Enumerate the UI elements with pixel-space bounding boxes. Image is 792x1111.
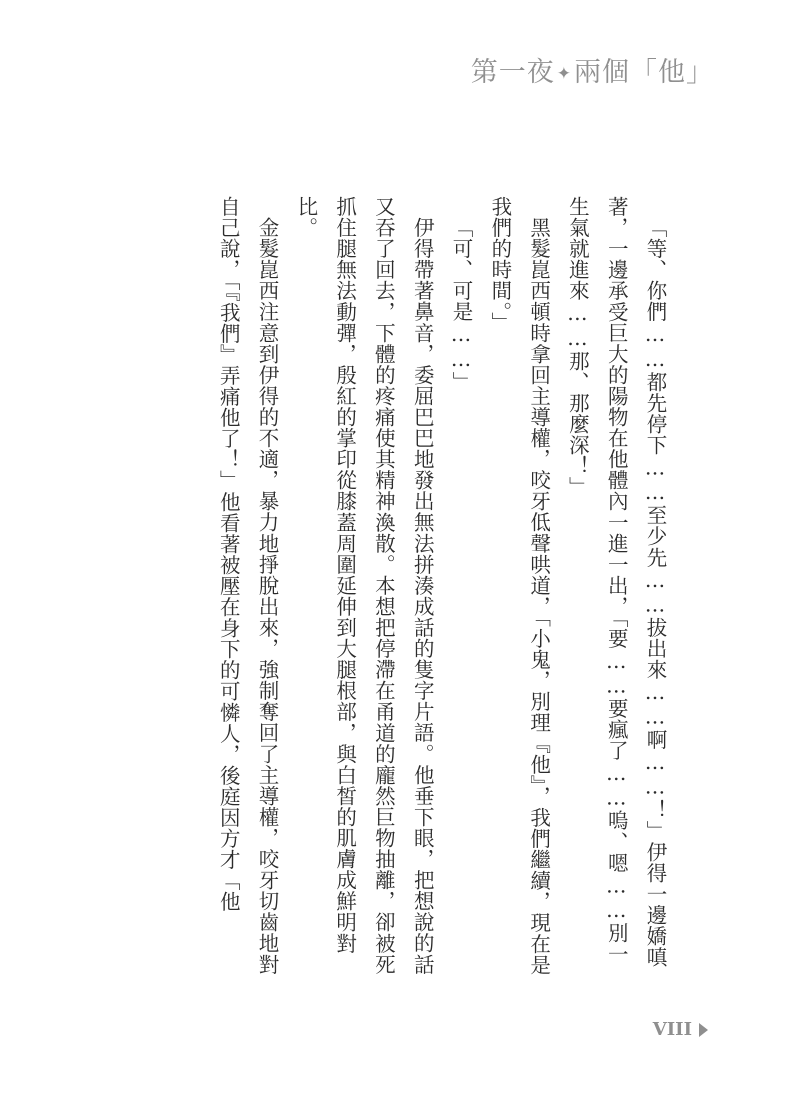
chapter-number: 第一夜 xyxy=(470,57,555,88)
chapter-header xyxy=(471,50,714,89)
chapter-title: 兩個「他」 xyxy=(574,57,714,88)
paragraph: 黑髮崑西頓時拿回主導權，咬牙低聲哄道，「小鬼，別理『他』，我們繼續，現在是我們的時間。」 xyxy=(487,196,551,975)
vertical-text-column-block xyxy=(154,196,674,976)
body-text xyxy=(154,196,674,976)
paragraph: 「等、你們……都先停下……至少先……拔出來……啊……！」伊得一邊嬌嗔著，一邊承受巨大的陽物在他體內一進一出，「要……要瘋了……嗚、嗯……別一生氣就進來……那、那麼深！」 xyxy=(565,196,667,968)
page-number: VIII xyxy=(652,1019,692,1040)
paragraph: 金髮崑西注意到伊得的不適，暴力地掙脫出來，強制奪回了主導權，咬牙切齒地對自己說，「『我們』弄痛他了！」他看著被壓在身下的可憐人，後庭因方才「他 xyxy=(216,196,280,975)
paragraph: 伊得帶著鼻音，委屈巴巴地發出無法拼湊成話的隻字片語。他垂下眼，把想說的話又吞了回去，下體的疼痛使其精神渙散。本想把停滯在甬道的龐然巨物抽離，卻被死抓住腿無法動彈，殷紅的掌印從膝蓋周圍延伸到大腿根部，與白皙的肌膚成鮮明對比。 xyxy=(293,196,435,975)
triangle-right-icon xyxy=(699,1023,708,1037)
star-icon: ✦ xyxy=(556,63,572,84)
paragraph: 「可、可是……」 xyxy=(449,216,474,392)
page-footer xyxy=(653,1019,708,1040)
